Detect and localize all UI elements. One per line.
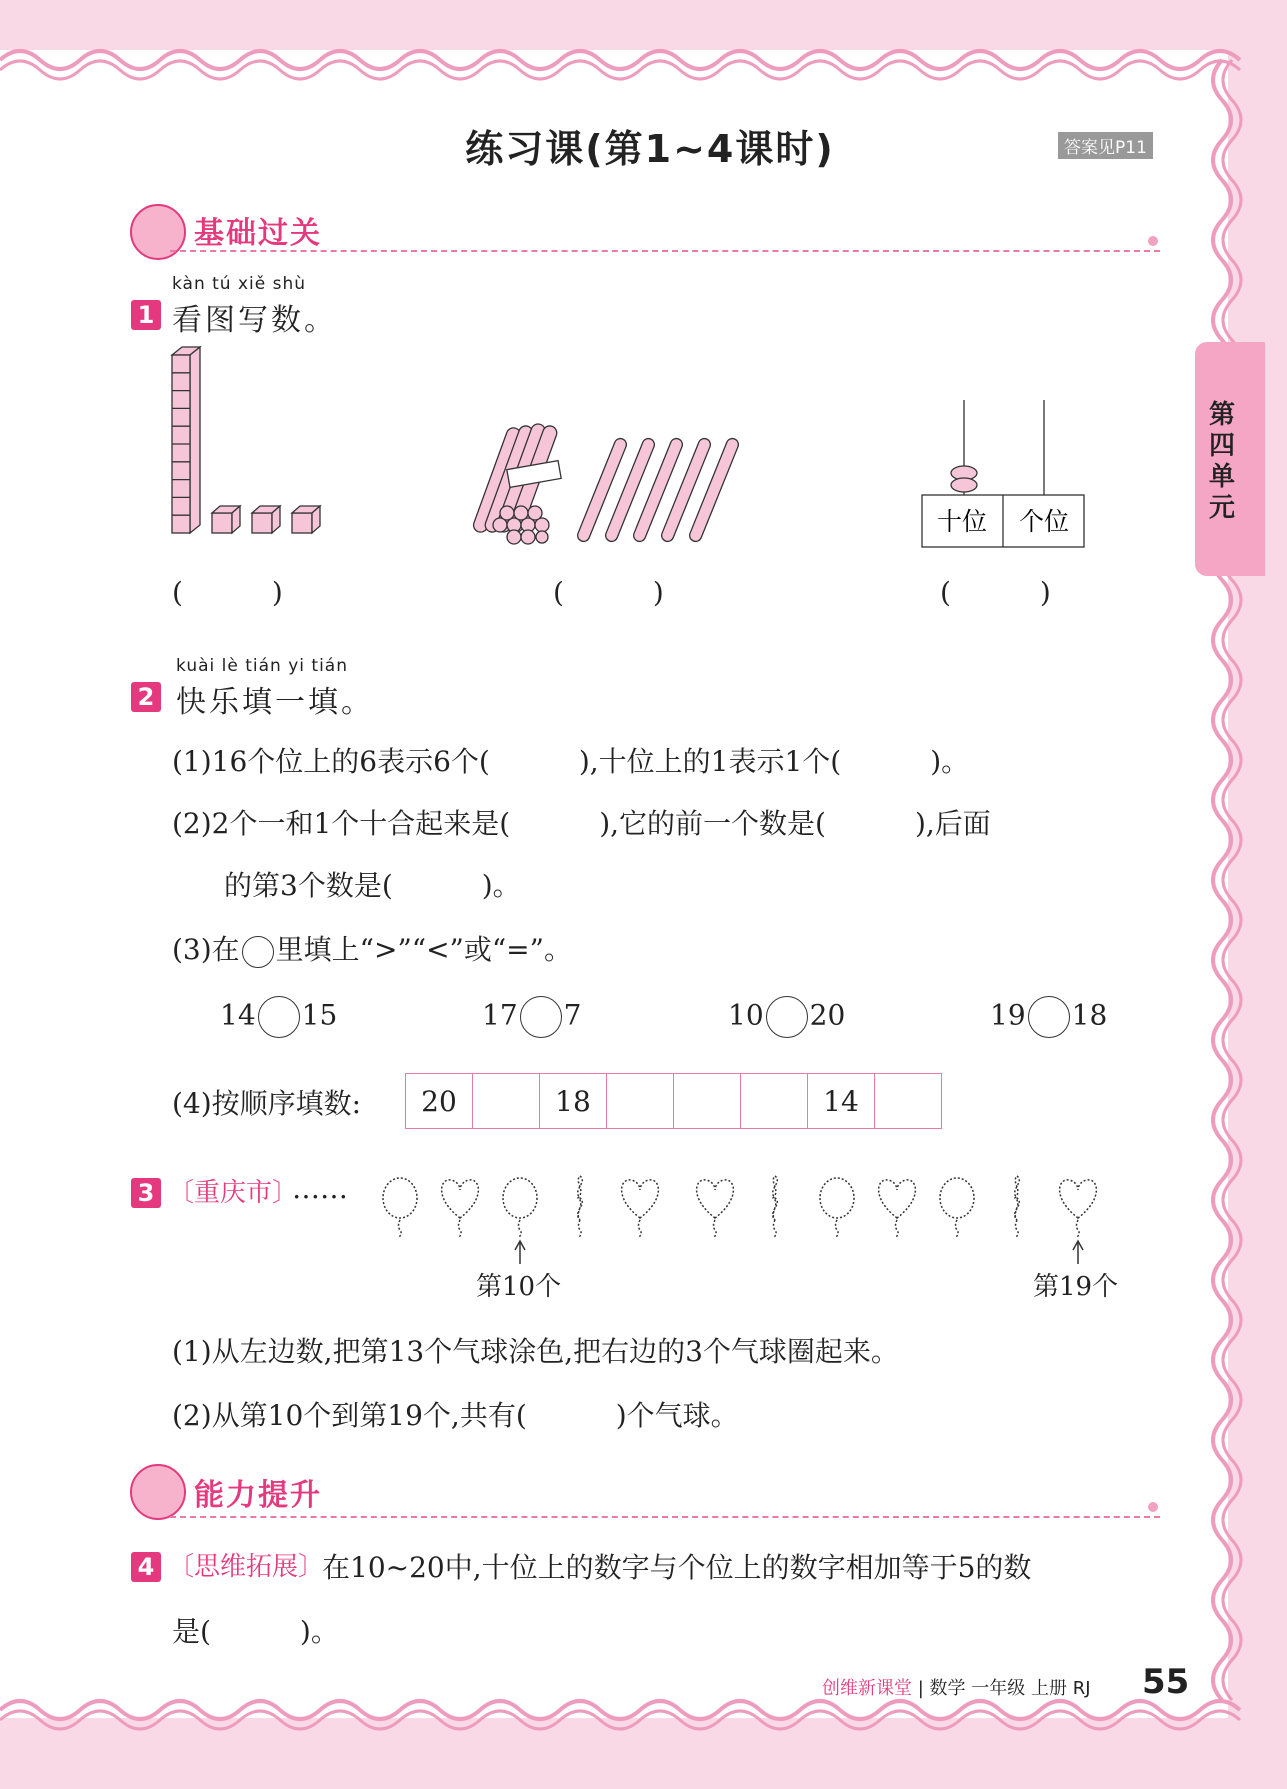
balloon-marker-10: 第10个 bbox=[476, 1272, 562, 1302]
section-divider bbox=[170, 1516, 1160, 1518]
dot-ornament bbox=[1148, 236, 1158, 246]
footer-brand: 创维新课堂 bbox=[822, 1678, 912, 1699]
sequence-cell[interactable] bbox=[741, 1074, 808, 1129]
ten-cube-column bbox=[172, 347, 200, 533]
q1-answer-blank-3[interactable]: ( ) bbox=[940, 576, 1051, 609]
q2-title: 快乐填一填。 bbox=[176, 685, 374, 720]
q2-line-3: (3)在 里填上“>”“<”或“=”。 bbox=[172, 933, 572, 966]
q1-answer-blank-2[interactable]: ( ) bbox=[553, 576, 664, 609]
q4-line-2: 是( )。 bbox=[172, 1615, 339, 1648]
footer-book-info: 数学 一年级 上册 RJ bbox=[929, 1678, 1091, 1699]
q1-number-badge: 1 bbox=[131, 300, 161, 330]
q3-number-badge: 3 bbox=[131, 1178, 161, 1208]
balloon-heart[interactable] bbox=[1060, 1180, 1097, 1238]
arrow-to-19th-balloon bbox=[1073, 1241, 1083, 1264]
sequence-cell[interactable] bbox=[674, 1074, 741, 1129]
stick-bundle bbox=[472, 422, 562, 544]
q4-line-1: 在10~20中,十位上的数字与个位上的数字相加等于5的数 bbox=[322, 1551, 1032, 1584]
sequence-cell[interactable] bbox=[607, 1074, 674, 1129]
footer-meta: 创维新课堂 | 数学 一年级 上册 RJ bbox=[822, 1678, 1091, 1699]
compare-circle[interactable] bbox=[1028, 996, 1070, 1038]
q3-ellipsis: …… bbox=[292, 1172, 348, 1205]
q2-number-badge: 2 bbox=[131, 682, 161, 712]
q3-line-1: (1)从左边数,把第13个气球涂色,把右边的3个气球圈起来。 bbox=[172, 1335, 899, 1368]
balloon-heart[interactable] bbox=[442, 1180, 479, 1238]
section-heading-basic: 基础过关 bbox=[194, 216, 322, 251]
compare-circle[interactable] bbox=[520, 996, 562, 1038]
sequence-cell[interactable] bbox=[875, 1074, 942, 1129]
q3-source-tag: 〔重庆市〕 bbox=[168, 1178, 299, 1208]
balloon-round[interactable] bbox=[503, 1178, 537, 1238]
balloon-heart[interactable] bbox=[697, 1180, 734, 1238]
answer-reference-badge: 答案见P11 bbox=[1058, 132, 1153, 159]
compare-item-4: 19 18 bbox=[990, 996, 1107, 1038]
compare-circle-icon bbox=[242, 936, 274, 968]
page-title: 练习课(第1~4课时) bbox=[465, 127, 835, 171]
sequence-cell[interactable]: 14 bbox=[808, 1074, 875, 1129]
dot-ornament bbox=[1148, 1502, 1158, 1512]
page-number: 55 bbox=[1142, 1662, 1190, 1702]
compare-item-1: 14 15 bbox=[220, 996, 337, 1038]
balloon-round[interactable] bbox=[940, 1178, 974, 1238]
balloon-long[interactable] bbox=[578, 1176, 583, 1238]
unit-side-label: 第四单元 bbox=[1208, 400, 1235, 523]
q1-answer-blank-1[interactable]: ( ) bbox=[172, 576, 283, 609]
sequence-cell[interactable]: 18 bbox=[540, 1074, 607, 1129]
q2-line-1: (1)16个位上的6表示6个( ),十位上的1表示1个( )。 bbox=[172, 745, 970, 778]
balloon-long[interactable] bbox=[1015, 1176, 1020, 1238]
section-divider bbox=[170, 250, 1160, 252]
sequence-table bbox=[405, 1073, 942, 1129]
balloon-heart[interactable] bbox=[622, 1180, 659, 1238]
arrow-to-10th-balloon bbox=[515, 1241, 525, 1264]
sequence-cell[interactable]: 20 bbox=[406, 1074, 473, 1129]
q2-line-2: (2)2个一和1个十合起来是( ),它的前一个数是( ),后面 bbox=[172, 807, 991, 840]
balloon-round[interactable] bbox=[383, 1178, 417, 1238]
balloon-long[interactable] bbox=[773, 1176, 778, 1238]
loose-sticks bbox=[576, 437, 740, 543]
q2-line-2b: 的第3个数是( )。 bbox=[224, 869, 521, 902]
q3-line-2: (2)从第10个到第19个,共有( )个气球。 bbox=[172, 1399, 739, 1432]
compare-item-2: 17 7 bbox=[482, 996, 581, 1038]
abacus-label-tens: 十位 bbox=[936, 507, 988, 536]
compare-circle[interactable] bbox=[766, 996, 808, 1038]
compare-item-3: 10 20 bbox=[728, 996, 845, 1038]
avatar-icon bbox=[130, 1464, 186, 1520]
q2-line-4-label: (4)按顺序填数: bbox=[172, 1087, 362, 1120]
section-heading-advanced: 能力提升 bbox=[194, 1478, 322, 1513]
unit-cubes bbox=[212, 506, 320, 533]
q4-source-tag: 〔思维拓展〕 bbox=[168, 1552, 325, 1582]
sequence-cell[interactable] bbox=[473, 1074, 540, 1129]
balloon-heart[interactable] bbox=[879, 1180, 916, 1238]
balloon-round[interactable] bbox=[820, 1178, 854, 1238]
q2-pinyin: kuài lè tián yi tián bbox=[176, 656, 348, 676]
q1-pinyin: kàn tú xiě shù bbox=[172, 274, 307, 294]
q4-number-badge: 4 bbox=[131, 1552, 161, 1582]
q1-figures bbox=[160, 345, 1160, 555]
balloon-marker-19: 第19个 bbox=[1033, 1272, 1119, 1302]
q1-title: 看图写数。 bbox=[172, 303, 337, 338]
abacus-label-ones: 个位 bbox=[1018, 507, 1070, 536]
compare-circle[interactable] bbox=[258, 996, 300, 1038]
